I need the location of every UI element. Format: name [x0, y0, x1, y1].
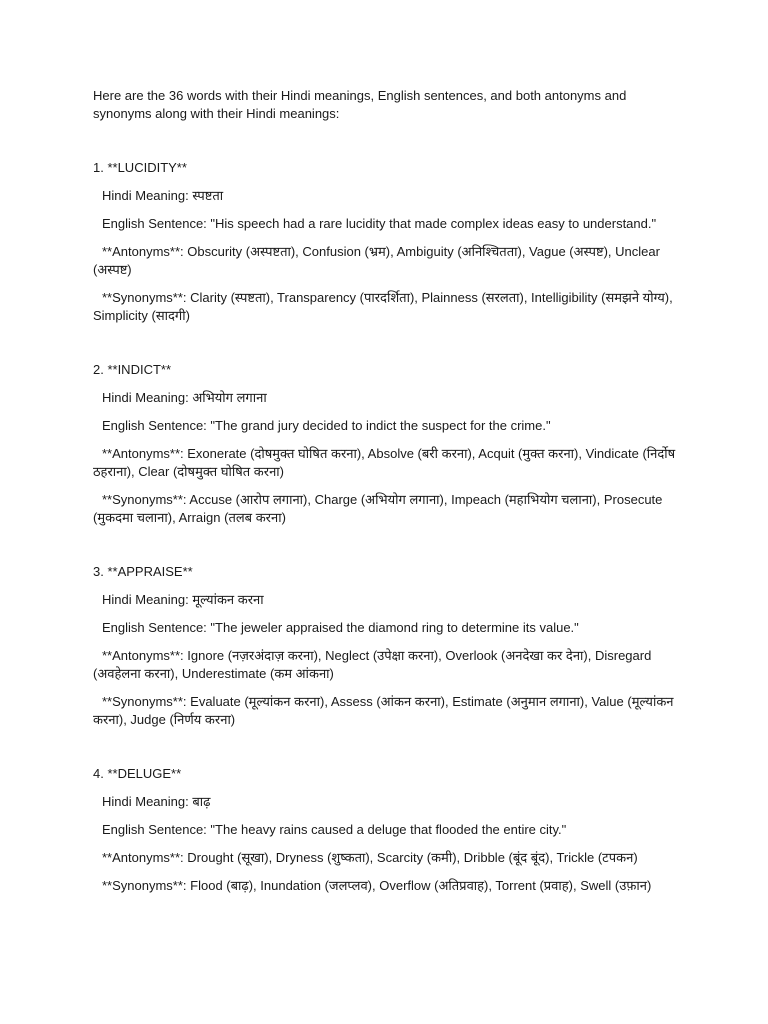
english-sentence: English Sentence: "His speech had a rare lucidity that made complex ideas easy to understand."	[102, 216, 657, 231]
synonyms-line: **Synonyms**: Evaluate (मूल्यांकन करना), Assess (आंकन करना), Estimate (अनुमान लगाना), Value (मूल्यांकन करना), Judge (निर्णय करना)	[93, 694, 674, 727]
antonyms-line: **Antonyms**: Ignore (नज़रअंदाज़ करना), Neglect (उपेक्षा करना), Overlook (अनदेखा कर देना), Disregard (अवहेलना करना), Underestimate (कम आंकना)	[93, 648, 652, 681]
entry-title: 3. **APPRAISE**	[93, 564, 193, 579]
intro-paragraph: Here are the 36 words with their Hindi meanings, English sentences, and both antonyms and synonyms along with their Hindi meanings:	[93, 88, 627, 121]
word-entry-appraise	[93, 563, 678, 729]
word-entry-deluge	[93, 765, 678, 895]
hindi-meaning: Hindi Meaning: अभियोग लगाना	[102, 390, 267, 405]
english-sentence: English Sentence: "The jeweler appraised the diamond ring to determine its value."	[102, 620, 579, 635]
antonyms-line: **Antonyms**: Drought (सूखा), Dryness (शुष्कता), Scarcity (कमी), Dribble (बूंद बूंद), Trickle (टपकन)	[102, 850, 638, 865]
entry-title: 1. **LUCIDITY**	[93, 160, 187, 175]
hindi-meaning: Hindi Meaning: मूल्यांकन करना	[102, 592, 264, 607]
hindi-meaning: Hindi Meaning: बाढ़	[102, 794, 211, 809]
entry-title: 2. **INDICT**	[93, 362, 172, 377]
hindi-meaning: Hindi Meaning: स्पष्टता	[102, 188, 224, 203]
synonyms-line: **Synonyms**: Clarity (स्पष्टता), Transparency (पारदर्शिता), Plainness (सरलता), Intelligibility (समझने योग्य), Simplicity (सादगी)	[93, 290, 673, 323]
word-entry-lucidity	[93, 159, 678, 325]
antonyms-line: **Antonyms**: Obscurity (अस्पष्टता), Confusion (भ्रम), Ambiguity (अनिश्चितता), Vague (अस्पष्ट), Unclear (अस्पष्ट)	[93, 244, 660, 277]
entry-title: 4. **DELUGE**	[93, 766, 182, 781]
english-sentence: English Sentence: "The grand jury decided to indict the suspect for the crime."	[102, 418, 551, 433]
english-sentence: English Sentence: "The heavy rains caused a deluge that flooded the entire city."	[102, 822, 567, 837]
synonyms-line: **Synonyms**: Flood (बाढ़), Inundation (जलप्लव), Overflow (अतिप्रवाह), Torrent (प्रवाह), Swell (उफ़ान)	[102, 878, 652, 893]
antonyms-line: **Antonyms**: Exonerate (दोषमुक्त घोषित करना), Absolve (बरी करना), Acquit (मुक्त करना), Vindicate (निर्दोष ठहराना), Clear (दोषमुक्त घोषित करना)	[93, 446, 676, 479]
word-entry-indict	[93, 361, 678, 527]
document-page	[93, 87, 678, 895]
synonyms-line: **Synonyms**: Accuse (आरोप लगाना), Charge (अभियोग लगाना), Impeach (महाभियोग चलाना), Prosecute (मुकदमा चलाना), Arraign (तलब करना)	[93, 492, 663, 525]
